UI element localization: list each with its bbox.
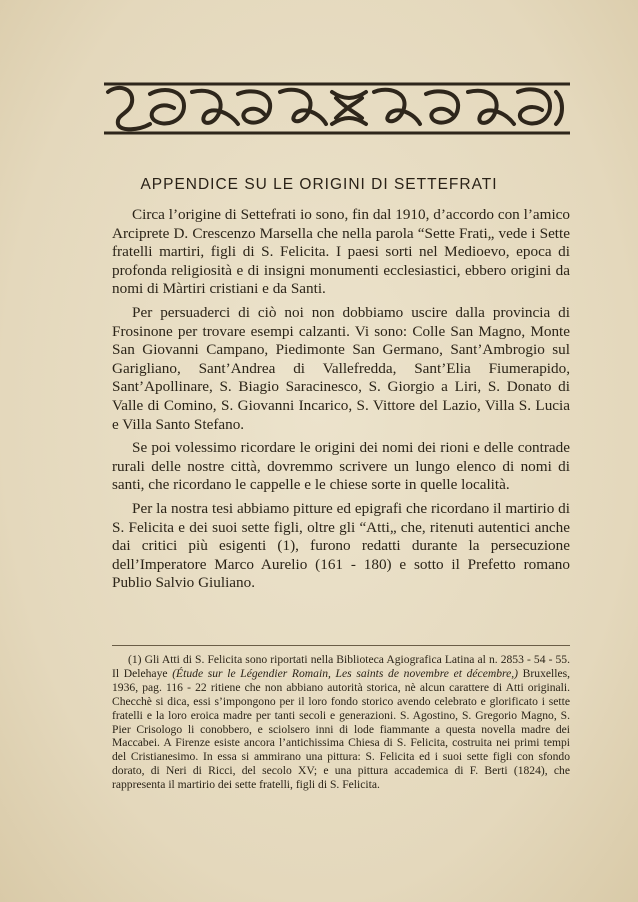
body-text bbox=[112, 206, 570, 598]
footnote-italic-citation: (Étude sur le Légendier Romain, Les saints de novembre et décembre,) bbox=[172, 666, 519, 680]
paragraph: Circa l’origine di Settefrati io sono, fin dal 1910, d’accordo con l’amico Arciprete D. Crescenzo Marsella che nella parola “Sette Frati„ vede i Sette fratelli martiri, figli di S. Felicita. I paesi sorti nel Medioevo, epoca di profonda religiosità e di insigni monumenti ecclesiastici, ebbero origini da nomi di Màrtiri cristiani e da Santi. bbox=[112, 206, 570, 298]
footnote-text bbox=[112, 653, 570, 792]
footnote-text-start: (1) Gli Atti di S. Felicita sono riportati nella Biblioteca Agiografica Latina al n. 2853 - 54 - 55. Il Delehaye bbox=[112, 653, 570, 680]
footnote-divider bbox=[112, 645, 570, 646]
paragraph: Per persuaderci di ciò noi non dobbiamo uscire dalla provincia di Frosinone per trovare esempi calzanti. Vi sono: Colle San Magno, Monte San Giovanni Campano, Piedimonte San Germano, Sant’Ambrogio sul Garigliano, Sant’Andrea di Vallefredda, Sant’Elia Fiumerapido, Sant’Apollinare, S. Biagio Saracinesco, S. Giorgio a Liri, S. Donato di Valle di Comino, S. Giovanni Incarico, S. Vittore del Lazio, Villa S. Lucia e Villa Santo Stefano. bbox=[112, 303, 570, 433]
footnote bbox=[112, 653, 570, 792]
paragraph: Se poi volessimo ricordare le origini dei nomi dei rioni e delle contrade rurali delle nostre città, dovremmo scrivere un lungo elenco di nomi di santi, che ricordano le cappelle e le chiese sorte in quelle località. bbox=[112, 439, 570, 494]
decorative-border-ornament bbox=[104, 80, 570, 138]
page-title: APPENDICE SU LE ORIGINI DI SETTEFRATI bbox=[140, 176, 498, 193]
footnote-text-rest: Bruxelles, 1936, pag. 116 - 22 ritiene che non abbiano autorità storica, nè alcun carattere di Atti originali. Checchè si dica, essi s’impongono per il loro fondo storico avendo celebrato e glorificato i sette fratelli e la loro eroica madre per tanti secoli e generazioni. S. Agostino, S. Gregorio Magno, S. Pier Crisologo li conobbero, e sciolsero inni di lode fiammante a questa novella madre dei Maccabei. A Firenze esiste ancora l’antichissima Chiesa di S. Felicita, costruita nei primi tempi del Cristianesimo. In essa si ammirano una pittura: S. Felicita ed i suoi sette figli con sfondo dorato, di Neri di Ricci, del secolo XV; e una pittura accademica di F. Berti (1824), che rappresenta il martirio dei sette fratelli, figli di S. Felicita. bbox=[112, 666, 571, 792]
paragraph: Per la nostra tesi abbiamo pitture ed epigrafi che ricordano il martirio di S. Felicita e dei suoi sette figli, oltre gli “Atti„ che, ritenuti autentici anche dai critici più esigenti (1), furono redatti durante la persecuzione dell’Imperatore Marco Aurelio (161 - 180) e sotto il Prefetto romano Publio Salvio Giuliano. bbox=[112, 499, 570, 592]
